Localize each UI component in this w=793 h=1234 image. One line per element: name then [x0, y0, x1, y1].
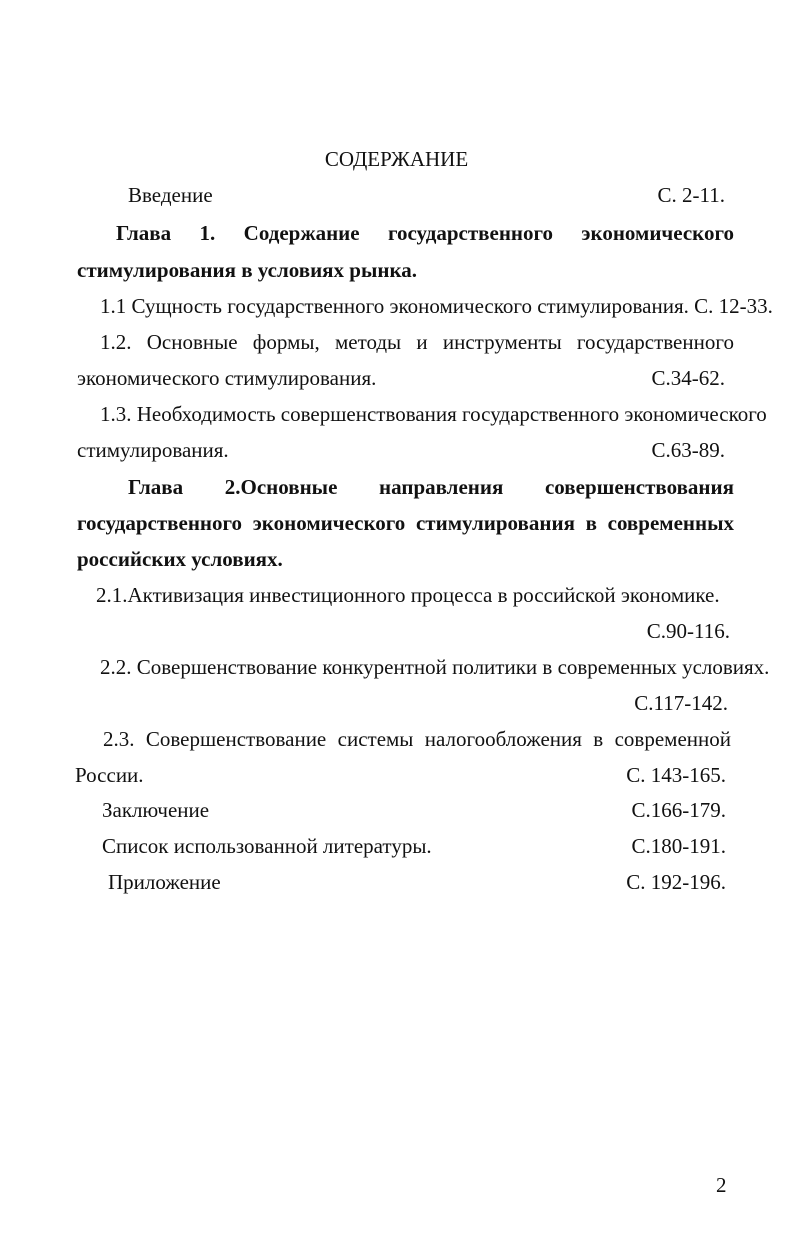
page-number: 2	[716, 1173, 727, 1197]
toc-word: 1.2.	[100, 330, 132, 354]
toc-word: 2.Основные	[224, 475, 338, 499]
toc-word: направления	[379, 475, 504, 499]
toc-section-2-2-pages: С.117-142.	[634, 691, 728, 715]
toc-word: Основные	[146, 330, 238, 354]
toc-word: экономического	[581, 221, 734, 245]
toc-word: формы,	[252, 330, 320, 354]
toc-word: в	[593, 727, 604, 751]
toc-section-1-2-pages: С.34-62.	[651, 366, 725, 390]
toc-word: налогообложения	[424, 727, 582, 751]
toc-section-2-1-pages: С.90-116.	[646, 619, 730, 643]
toc-conclusion-label: Заключение	[102, 798, 210, 822]
toc-word: Совершенствование	[145, 727, 327, 751]
toc-word: государственного	[387, 221, 554, 245]
toc-section-1-3-line1: 1.3. Необходимость совершенствования государственного экономического	[100, 402, 767, 426]
toc-word: в	[585, 511, 597, 535]
toc-word: государственного	[576, 330, 734, 354]
toc-section-2-2: 2.2. Совершенствование конкурентной политики в современных условиях.	[100, 655, 770, 679]
toc-word: современной	[614, 727, 731, 751]
toc-section-1-3-pages: С.63-89.	[651, 438, 725, 462]
toc-references-pages: С.180-191.	[631, 834, 726, 858]
toc-word: 1.	[199, 221, 216, 245]
toc-section-1-1: 1.1 Сущность государственного экономического стимулирования. С. 12-33.	[100, 294, 773, 318]
toc-section-1-3-line2: стимулирования.	[77, 438, 229, 462]
toc-section-1-2-line1	[100, 329, 734, 355]
toc-chapter2-line3: российских условиях.	[77, 547, 283, 571]
toc-word: государственного	[77, 511, 243, 535]
toc-word: экономического	[252, 511, 406, 535]
toc-chapter2-line1	[128, 474, 734, 500]
toc-appendix-pages: С. 192-196.	[626, 870, 726, 894]
toc-section-1-2-line2: экономического стимулирования.	[77, 366, 377, 390]
toc-appendix-label: Приложение	[108, 870, 221, 894]
toc-intro-label: Введение	[128, 183, 213, 207]
toc-section-2-1: 2.1.Активизация инвестиционного процесса в российской экономике.	[96, 583, 720, 607]
toc-intro-pages: С. 2-11.	[657, 183, 725, 207]
toc-word: инструменты	[442, 330, 562, 354]
toc-word: методы	[334, 330, 402, 354]
toc-word: Глава	[128, 475, 184, 499]
toc-word: 2.3.	[103, 727, 135, 751]
toc-word: системы	[337, 727, 414, 751]
toc-word: стимулирования	[415, 511, 575, 535]
page-title: СОДЕРЖАНИЕ	[324, 147, 469, 171]
toc-word: совершенствования	[544, 475, 734, 499]
toc-chapter2-line2	[77, 510, 734, 536]
toc-chapter1-line2: стимулирования в условиях рынка.	[77, 258, 417, 282]
toc-word: Глава	[116, 221, 172, 245]
toc-word: современных	[607, 511, 734, 535]
toc-section-2-3-pages: С. 143-165.	[626, 763, 726, 787]
toc-conclusion-pages: С.166-179.	[631, 798, 726, 822]
toc-chapter1-line1	[116, 220, 734, 246]
toc-word: и	[416, 330, 428, 354]
toc-references-label: Список использованной литературы.	[102, 834, 432, 858]
toc-section-2-3-line2: России.	[75, 763, 144, 787]
toc-section-2-3-line1	[103, 726, 731, 752]
toc-word: Содержание	[243, 221, 360, 245]
